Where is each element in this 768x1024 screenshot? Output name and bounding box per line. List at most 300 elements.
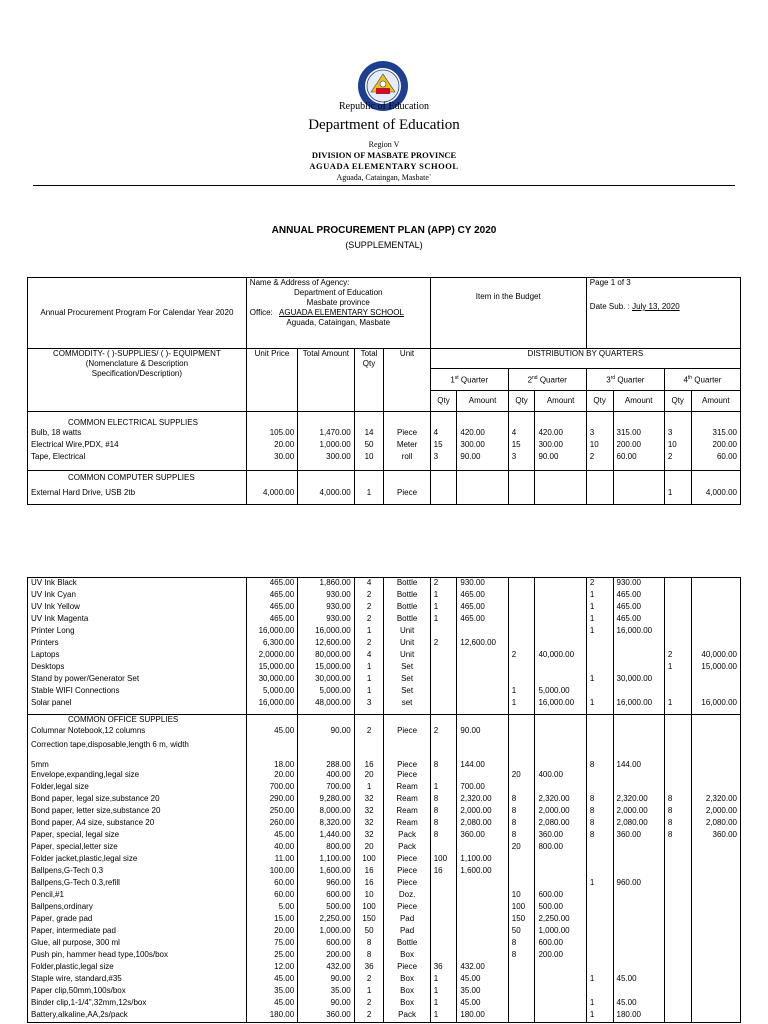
total-qty-cell: 20 [354,842,384,854]
q2-qty-cell: 10 [508,890,535,902]
header-rule [33,185,735,186]
empty-cell [246,714,297,726]
q2-qty-cell [508,578,535,590]
q2-amount-cell [535,1010,586,1022]
total-amount-cell: 1,000.00 [298,926,355,938]
q2-amount-cell: 420.00 [535,428,586,440]
empty-cell [384,714,430,726]
q3-amount-cell: 16,000.00 [613,698,664,715]
total-amount-cell: 4,000.00 [298,483,354,504]
q2-amount-cell [535,602,586,614]
unit-price-cell: 4,000.00 [246,483,297,504]
q3-amount-cell [613,483,664,504]
q3-amount-cell: 16,000.00 [613,626,664,638]
unit-cell: Piece [384,902,430,914]
q4-qty-cell [664,602,691,614]
q1-qty-cell: 4 [430,428,457,440]
unit-cell: Ream [384,818,430,830]
q1-qty-cell: 15 [430,440,457,452]
unit-price-cell: 45.00 [246,726,297,740]
table-row [28,866,741,878]
q4-amount-cell [691,614,740,626]
q4-amount-cell [691,626,740,638]
q2-amount-cell [535,726,586,740]
q2-qty-cell [508,1010,535,1022]
total-qty-cell: 50 [354,440,384,452]
q2-amount-cell [535,740,586,756]
q4-qty-cell [664,950,691,962]
q1-qty-cell [430,662,457,674]
q2-qty-cell: 20 [508,770,535,782]
q2-amount-cell [535,854,586,866]
q1-qty-cell: 8 [430,818,457,830]
section-heading: COMMON ELECTRICAL SUPPLIES [28,412,247,428]
q3-amount-cell: 960.00 [613,878,664,890]
table-row [28,830,741,842]
total-amount-cell: 930.00 [298,590,355,602]
q1-qty-cell: 1 [430,998,457,1010]
unit-cell: Unit [384,626,430,638]
q4-qty-cell: 1 [664,662,691,674]
unit-header: Unit [384,349,430,412]
q3-amount-cell [613,986,664,998]
total-amount-cell: 15,000.00 [298,662,355,674]
q4-amount-cell [691,854,740,866]
q3-qty-cell: 3 [586,428,613,440]
q2-qty-cell: 1 [508,698,535,715]
unit-cell: Pack [384,842,430,854]
q4-qty-cell [664,878,691,890]
date-value: July 13, 2020 [632,302,680,311]
q4-amount-cell [691,914,740,926]
q4-amount-cell: 40,000.00 [691,650,740,662]
unit-price-cell: 465.00 [246,590,297,602]
total-qty-cell: 100 [354,902,384,914]
unit-cell: set [384,698,430,715]
q1-qty-cell: 2 [430,578,457,590]
total-amount-cell: 5,000.00 [298,686,355,698]
empty-cell [354,714,384,726]
q1-qty-cell: 1 [430,614,457,626]
table-row [28,452,741,471]
q4-amount-cell [691,842,740,854]
total-amount-cell: 600.00 [298,938,355,950]
q1-amount-cell: 35.00 [457,986,508,998]
q1-qty-cell: 16 [430,866,457,878]
q2-amount-cell [535,578,586,590]
q1-qty-cell [430,926,457,938]
q1-amount-cell [457,902,508,914]
q1-qty-cell: 1 [430,1010,457,1022]
q2-qty-cell [508,674,535,686]
q4-qty-cell [664,740,691,756]
q1-amount-cell: 1,100.00 [457,854,508,866]
total-qty-cell: 2 [354,998,384,1010]
description-cell: UV Ink Magenta [28,614,247,626]
q2-qty-cell: 150 [508,914,535,926]
total-amount-cell: 90.00 [298,998,355,1010]
q1-amount-cell [457,483,508,504]
q1-amount-cell [457,950,508,962]
unit-price-cell: 45.00 [246,974,297,986]
q4-amount-cell [691,926,740,938]
q2-amount-cell: 360.00 [535,830,586,842]
q3-qty-cell: 10 [586,440,613,452]
office-name: AGUADA ELEMENTARY SCHOOL [279,308,404,317]
table-row [28,914,741,926]
q3-amount-cell [613,914,664,926]
total-amount-cell: 80,000.00 [298,650,355,662]
q4-qty-cell [664,578,691,590]
empty-cell [457,714,508,726]
q1-qty-cell: 1 [430,986,457,998]
q4-amount-cell [691,950,740,962]
q1-amount-cell: 465.00 [457,590,508,602]
q1-amount-header: Amount [457,391,508,412]
total-amount-cell: 360.00 [298,1010,355,1022]
q3-amount-cell: 2,080.00 [613,818,664,830]
total-amount-cell: 90.00 [298,726,355,740]
q1-qty-cell [430,650,457,662]
table-row [28,842,741,854]
total-qty-cell: 3 [354,698,384,715]
q4-amount-cell [691,674,740,686]
unit-price-cell: 25.00 [246,950,297,962]
q4-amount-cell [691,1010,740,1022]
q1-amount-cell: 465.00 [457,602,508,614]
q1-qty-cell [430,686,457,698]
q2-qty-cell [508,740,535,756]
total-qty-cell: 1 [354,686,384,698]
total-qty-cell [354,740,384,756]
unit-price-cell: 180.00 [246,1010,297,1022]
q3-amount-cell [613,962,664,974]
unit-cell: Box [384,974,430,986]
q1-amount-cell [457,650,508,662]
total-qty-cell: 100 [354,854,384,866]
q3-amount-cell: 315.00 [613,428,664,440]
table-row [28,902,741,914]
q3-amount-cell: 465.00 [613,614,664,626]
q2-amount-cell: 600.00 [535,890,586,902]
unit-price-cell: 11.00 [246,854,297,866]
q1-amount-cell: 45.00 [457,998,508,1010]
q3-amount-cell: 45.00 [613,974,664,986]
q3-qty-cell [586,902,613,914]
q3-qty-cell [586,686,613,698]
empty-cell [298,412,354,428]
empty-cell [298,470,354,483]
q2-qty-cell: 8 [508,830,535,842]
unit-price-cell: 700.00 [246,782,297,794]
description-cell: Columnar Notebook,12 columns [28,726,247,740]
q4-qty-cell [664,938,691,950]
unit-price-cell: 465.00 [246,578,297,590]
q3-amount-cell: 2,320.00 [613,794,664,806]
q4-amount-cell: 15,000.00 [691,662,740,674]
q2-amount-cell [535,614,586,626]
empty-cell [430,470,457,483]
description-cell: Paper, special,letter size [28,842,247,854]
agency-name: Department of Education [293,288,383,297]
table-row [28,626,741,638]
commodity-header-line3: Specification/Description) [91,369,183,378]
procurement-table-continued [27,577,741,1023]
table-row [28,1010,741,1022]
total-qty-cell: 1 [354,662,384,674]
office-address: Aguada, Cataingan, Masbate [286,318,391,327]
q2-qty-cell [508,878,535,890]
table-row [28,806,741,818]
q2-amount-cell: 200.00 [535,950,586,962]
page-title: ANNUAL PROCUREMENT PLAN (APP) CY 2020 [271,225,497,236]
total-qty-cell: 1 [354,986,384,998]
description-cell: Desktops [28,662,247,674]
q4-amount-cell [691,782,740,794]
q2-amount-cell: 500.00 [535,902,586,914]
description-cell: Folder jacket,plastic,legal size [28,854,247,866]
q2-qty-cell [508,614,535,626]
q3-qty-cell: 1 [586,1010,613,1022]
q2-qty-cell: 50 [508,926,535,938]
description-cell: Correction tape,disposable,length 6 m, width [28,740,247,756]
q2-qty-cell: 1 [508,686,535,698]
q3-qty-cell [586,866,613,878]
unit-cell: Piece [384,854,430,866]
q1-amount-cell: 90.00 [457,452,508,471]
empty-cell [457,412,508,428]
empty-cell [430,714,457,726]
q3-qty-cell: 2 [586,578,613,590]
q4-qty-cell: 10 [664,440,691,452]
q4-qty-cell [664,626,691,638]
q4-qty-cell [664,962,691,974]
q4-amount-cell [691,638,740,650]
description-cell: Laptops [28,650,247,662]
q4-amount-cell [691,866,740,878]
q3-qty-cell [586,770,613,782]
q4-qty-cell: 1 [664,698,691,715]
q3-qty-cell [586,950,613,962]
q3-amount-cell: 360.00 [613,830,664,842]
q1-qty-cell [430,902,457,914]
q3-amount-cell: 2,000.00 [613,806,664,818]
q2-qty-cell [508,638,535,650]
q3-amount-cell [613,854,664,866]
unit-cell: Set [384,662,430,674]
q3-amount-cell: 200.00 [613,440,664,452]
total-amount-cell: 9,280.00 [298,794,355,806]
q1-qty-cell [430,878,457,890]
total-amount-cell: 300.00 [298,452,354,471]
page-subtitle: (SUPPLEMENTAL) [345,240,423,250]
q1-amount-cell: 465.00 [457,614,508,626]
q3-amount-cell: 45.00 [613,998,664,1010]
unit-price-cell: 60.00 [246,878,297,890]
q2-amount-cell: 2,250.00 [535,914,586,926]
unit-cell: Box [384,950,430,962]
q1-qty-cell [430,698,457,715]
unit-price-cell: 290.00 [246,794,297,806]
q4-qty-cell [664,1010,691,1022]
q3-qty-cell [586,662,613,674]
q4-qty-cell [664,638,691,650]
agency-province: Masbate province [306,298,370,307]
total-amount-cell: 930.00 [298,614,355,626]
unit-price-cell: 2,0000.00 [246,650,297,662]
description-cell: Bond paper, letter size,substance 20 [28,806,247,818]
unit-price-cell: 465.00 [246,614,297,626]
division-line: DIVISION OF MASBATE PROVINCE [311,150,457,160]
total-amount-cell: 8,000.00 [298,806,355,818]
unit-price-cell: 20.00 [246,440,297,452]
q2-qty-cell: 8 [508,950,535,962]
empty-cell [691,714,740,726]
q2-amount-header: Amount [535,391,586,412]
q3-qty-cell: 8 [586,794,613,806]
q4-amount-cell [691,986,740,998]
description-cell: Push pin, hammer head type,100s/box [28,950,247,962]
q3-amount-cell [613,926,664,938]
description-cell: UV Ink Cyan [28,590,247,602]
empty-cell [535,714,586,726]
agency-label: Name & Address of Agency: [249,278,350,287]
unit-cell: Set [384,686,430,698]
description-cell: Tape, Electrical [28,452,247,471]
q3-amount-cell: 60.00 [613,452,664,471]
description-cell: Ballpens,G-Tech 0.3 [28,866,247,878]
total-qty-cell: 2 [354,638,384,650]
table-row [28,756,741,770]
q1-amount-cell: 432.00 [457,962,508,974]
q1-qty-cell [430,950,457,962]
q3-qty-header: Qty [586,391,613,412]
q4-qty-cell: 2 [664,650,691,662]
q2-amount-cell: 800.00 [535,842,586,854]
total-amount-cell: 432.00 [298,962,355,974]
unit-price-cell: 30.00 [246,452,297,471]
total-amount-cell: 930.00 [298,602,355,614]
unit-cell: Piece [384,483,430,504]
total-qty-cell: 16 [354,878,384,890]
unit-price-cell: 465.00 [246,602,297,614]
total-amount-cell: 1,440.00 [298,830,355,842]
q2-amount-cell: 2,080.00 [535,818,586,830]
total-amount-cell [298,740,355,756]
unit-price-cell: 5,000.00 [246,686,297,698]
q2-qty-cell [508,590,535,602]
unit-cell: Piece [384,878,430,890]
total-amount-cell: 16,000.00 [298,626,355,638]
page-number: Page 1 of 3 [589,278,631,287]
q1-amount-cell [457,740,508,756]
q1-amount-cell [457,842,508,854]
page-info [586,278,740,349]
q1-amount-cell: 300.00 [457,440,508,452]
q1-qty-cell: 8 [430,756,457,770]
total-amount-cell: 960.00 [298,878,355,890]
q2-qty-cell: 8 [508,818,535,830]
empty-cell [384,412,430,428]
q3-amount-cell [613,638,664,650]
total-qty-cell: 14 [354,428,384,440]
q1-qty-header: Qty [430,391,457,412]
table-row [28,782,741,794]
q1-qty-cell: 36 [430,962,457,974]
unit-price-header: Unit Price [246,349,297,412]
q4-amount-cell: 60.00 [691,452,740,471]
q3-qty-cell: 1 [586,626,613,638]
total-amount-cell: 35.00 [298,986,355,998]
total-amount-cell: 90.00 [298,974,355,986]
unit-price-cell: 75.00 [246,938,297,950]
table-row [28,638,741,650]
q2-qty-cell [508,854,535,866]
unit-cell: Bottle [384,614,430,626]
q3-amount-cell [613,740,664,756]
q2-amount-cell: 16,000.00 [535,698,586,715]
q3-qty-cell: 8 [586,756,613,770]
unit-cell: Box [384,998,430,1010]
q1-qty-cell: 8 [430,806,457,818]
total-qty-cell: 10 [354,890,384,902]
table-row [28,794,741,806]
total-qty-cell: 16 [354,756,384,770]
commodity-header-line1: COMMODITY- ( )-SUPPLIES/ ( )- EQUIPMENT [53,349,221,358]
table-row [28,698,741,715]
total-amount-header: Total Amount [298,349,354,412]
unit-cell: Piece [384,770,430,782]
q1-qty-cell: 2 [430,726,457,740]
q3-qty-cell [586,962,613,974]
total-qty-cell: 1 [354,782,384,794]
empty-cell [508,714,535,726]
office-row [250,308,427,318]
q3-amount-cell [613,902,664,914]
q1-amount-cell: 420.00 [457,428,508,440]
q2-amount-cell [535,986,586,998]
table-row [28,998,741,1010]
unit-price-cell: 105.00 [246,428,297,440]
description-cell: Binder clip,1-1/4",32mm,12s/box [28,998,247,1010]
q2-qty-cell: 4 [508,428,535,440]
q2-qty-cell: 2 [508,650,535,662]
q3-qty-cell: 8 [586,830,613,842]
description-cell: 5mm [28,756,247,770]
q3-qty-cell: 1 [586,590,613,602]
q3-qty-cell: 1 [586,602,613,614]
q3-qty-cell: 1 [586,614,613,626]
q3-amount-cell [613,938,664,950]
q1-amount-cell: 2,320.00 [457,794,508,806]
unit-price-cell: 30,000.00 [246,674,297,686]
unit-price-cell: 35.00 [246,986,297,998]
q4-amount-cell: 2,320.00 [691,794,740,806]
description-cell: Staple wire, standard,#35 [28,974,247,986]
total-qty-cell: 32 [354,818,384,830]
q4-qty-cell [664,902,691,914]
q3-qty-cell: 1 [586,974,613,986]
date-label: Date Sub. : [589,302,630,311]
unit-cell: Piece [384,428,430,440]
q2-qty-cell [508,974,535,986]
description-cell: Stand by power/Generator Set [28,674,247,686]
table-row [28,674,741,686]
q3-qty-cell [586,782,613,794]
unit-price-cell: 45.00 [246,830,297,842]
q4-qty-cell: 8 [664,830,691,842]
q2-qty-cell [508,866,535,878]
